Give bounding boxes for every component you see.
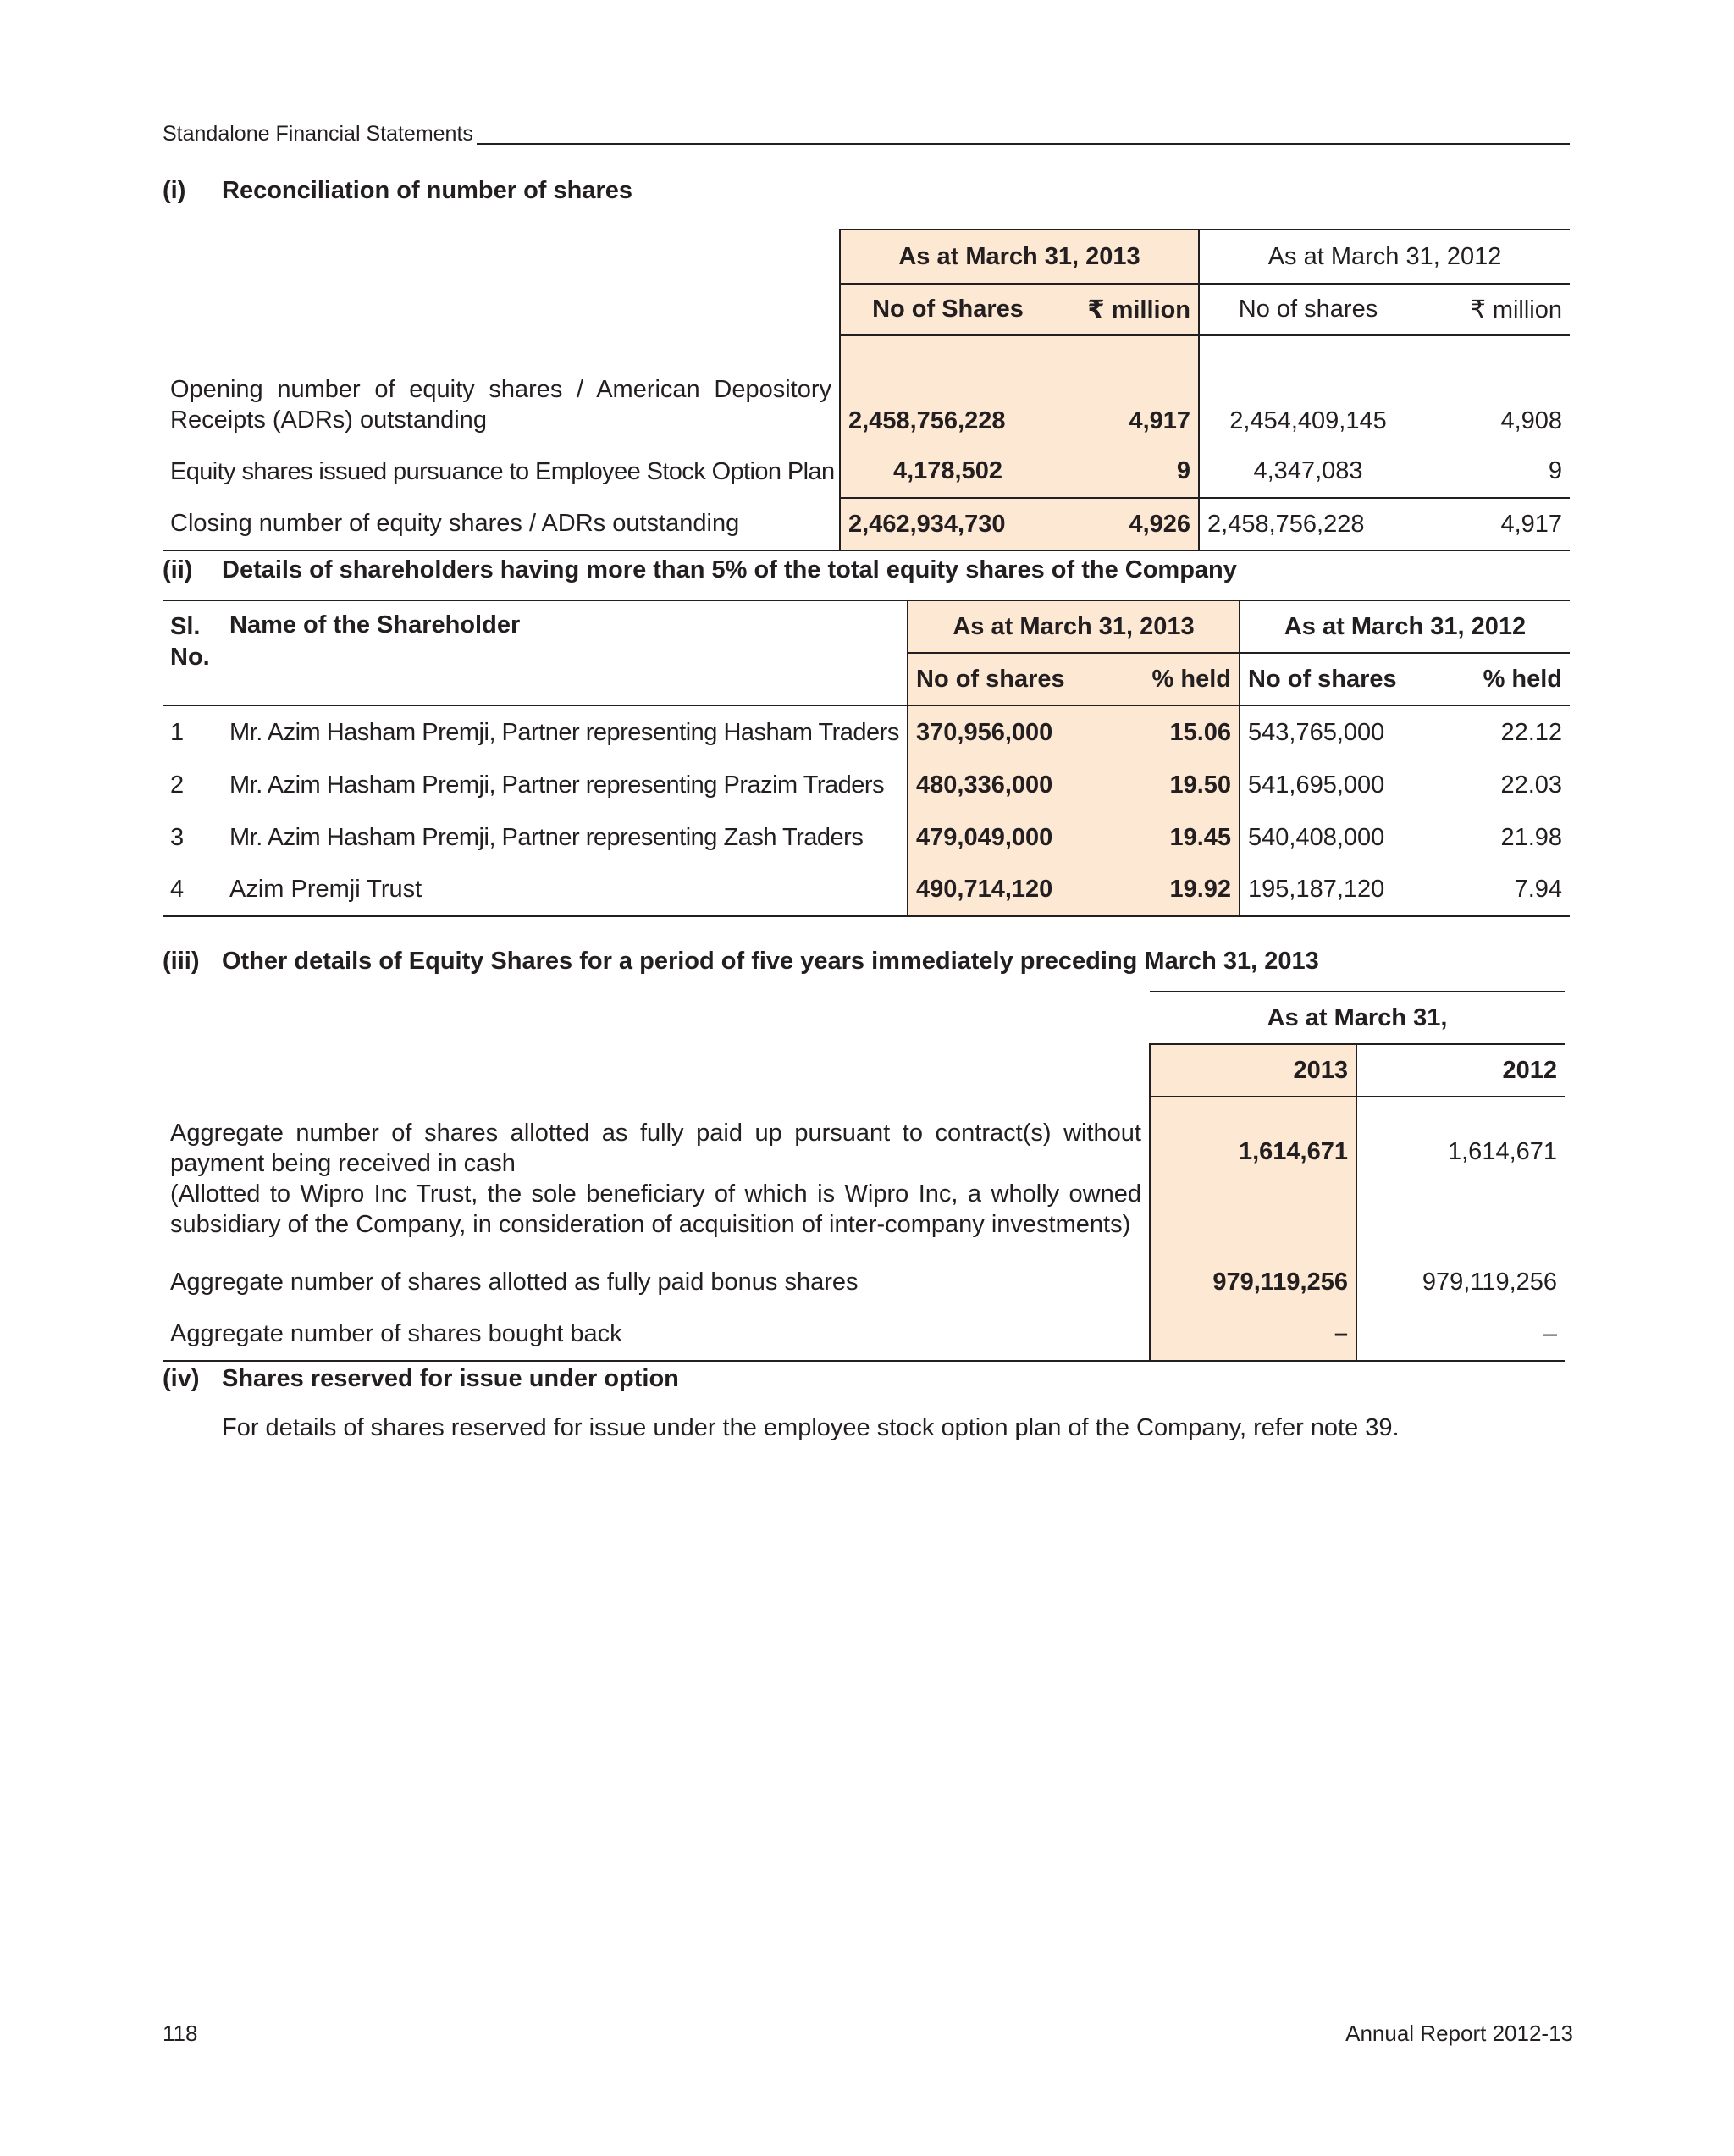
column-group: As at March 31, xyxy=(1150,992,1565,1044)
shareholder-name: Mr. Azim Hasham Premji, Partner representing Hasham Traders xyxy=(229,718,899,746)
cell-value: 4,908 xyxy=(1500,407,1563,434)
cell-value: 4,917 xyxy=(1416,498,1570,550)
empty-cell xyxy=(163,992,1150,1044)
page-number: 118 xyxy=(163,2021,198,2046)
header-title: Standalone Financial Statements xyxy=(163,121,477,146)
cell-value: 1,614,671 xyxy=(1448,1138,1558,1165)
cell-value: 15.06 xyxy=(1128,705,1240,759)
table-row xyxy=(163,705,1570,759)
table-row xyxy=(163,811,1570,864)
cell-value: 979,119,256 xyxy=(1422,1268,1558,1296)
cell-value: 19.45 xyxy=(1128,811,1240,864)
cell-value: 9 xyxy=(1055,445,1199,498)
column-group-2013: As at March 31, 2013 xyxy=(908,600,1240,653)
column-header-2012: 2012 xyxy=(1356,1044,1565,1097)
shareholder-name: Azim Premji Trust xyxy=(222,864,908,916)
report-title: Annual Report 2012-13 xyxy=(1345,2021,1573,2046)
cell-value: 370,956,000 xyxy=(908,705,1128,759)
table-row xyxy=(163,1097,1565,1256)
cell-value: 7.94 xyxy=(1451,864,1570,916)
row-label: Opening number of equity shares / American Depository Receipts (ADRs) outstanding xyxy=(170,376,831,434)
row-number: 4 xyxy=(163,864,222,916)
column-header: ₹ million xyxy=(1055,284,1199,335)
section-heading: Details of shareholders having more than 5% of the total equity shares of the Company xyxy=(222,556,1237,583)
cell-value: 19.92 xyxy=(1128,864,1240,916)
cell-value: 22.12 xyxy=(1500,718,1563,746)
table-row xyxy=(163,498,1570,550)
equity-details-table xyxy=(163,991,1565,1362)
row-label: Aggregate number of shares allotted as fully paid bonus shares xyxy=(170,1268,859,1296)
page-header xyxy=(163,121,1570,146)
section-2-title xyxy=(163,555,1237,585)
row-label-main: Aggregate number of shares allotted as fully paid up pursuant to contract(s) without payment being received in cash xyxy=(170,1119,1141,1177)
cell-value: 21.98 xyxy=(1500,823,1563,851)
empty-cell xyxy=(163,284,840,335)
row-number: 3 xyxy=(170,823,185,851)
section-heading: Reconciliation of number of shares xyxy=(222,177,633,204)
table-subheader-row xyxy=(163,1044,1565,1097)
row-label: Equity shares issued pursuance to Employee Stock Option Plan xyxy=(170,457,835,485)
table-row xyxy=(163,335,1570,445)
cell-value: – xyxy=(1356,1308,1565,1361)
empty-cell xyxy=(163,1044,1150,1097)
column-header-name: Name of the Shareholder xyxy=(222,600,908,705)
cell-value: 479,049,000 xyxy=(908,811,1128,864)
column-header: No of shares xyxy=(1240,653,1451,705)
shares-reconciliation-table xyxy=(163,229,1570,551)
section-heading: Other details of Equity Shares for a period of five years immediately preceding March 31, 2013 xyxy=(222,948,1319,975)
section-4-title xyxy=(163,1363,679,1394)
column-header-sl: Sl. No. xyxy=(163,600,222,705)
cell-value: 9 xyxy=(1548,457,1563,484)
cell-value: 4,917 xyxy=(1055,335,1199,445)
section-number: (i) xyxy=(163,177,186,204)
column-group-2013: As at March 31, 2013 xyxy=(840,229,1199,284)
section-number: (ii) xyxy=(163,556,193,583)
column-group-2012: As at March 31, 2012 xyxy=(1240,600,1570,653)
row-number: 1 xyxy=(170,718,185,746)
cell-value: 2,462,934,730 xyxy=(840,498,1055,550)
row-label xyxy=(163,1097,1150,1256)
row-label: Closing number of equity shares / ADRs outstanding xyxy=(163,498,840,550)
table-header-row xyxy=(163,600,1570,653)
column-header: No of shares xyxy=(1199,284,1416,335)
row-label: Aggregate number of shares bought back xyxy=(163,1308,1150,1361)
column-header-2013: 2013 xyxy=(1150,1044,1356,1097)
column-header: % held xyxy=(1128,653,1240,705)
cell-value: 490,714,120 xyxy=(908,864,1128,916)
table-header-row xyxy=(163,992,1565,1044)
table-row xyxy=(163,864,1570,916)
column-group-2012: As at March 31, 2012 xyxy=(1199,229,1570,284)
column-header: % held xyxy=(1451,653,1570,705)
cell-value: 480,336,000 xyxy=(908,759,1128,811)
section-heading: Shares reserved for issue under option xyxy=(222,1365,679,1392)
cell-value: 541,695,000 xyxy=(1248,771,1385,799)
cell-value: 4,178,502 xyxy=(840,445,1055,498)
table-row xyxy=(163,445,1570,498)
column-header: No of Shares xyxy=(840,284,1055,335)
table-header-row xyxy=(163,229,1570,284)
section-1-title xyxy=(163,175,632,206)
table-row xyxy=(163,1308,1565,1361)
table-row xyxy=(163,1256,1565,1308)
column-header: No of shares xyxy=(908,653,1128,705)
cell-value: 979,119,256 xyxy=(1150,1256,1356,1308)
table-row xyxy=(163,759,1570,811)
cell-value: 2,458,756,228 xyxy=(1199,498,1416,550)
shareholder-name: Mr. Azim Hasham Premji, Partner representing Zash Traders xyxy=(229,823,864,851)
row-label-note: (Allotted to Wipro Inc Trust, the sole beneficiary of which is Wipro Inc, a wholly owned subsidiary of the Company, in consideration of acquisition of inter-company investments) xyxy=(170,1180,1141,1238)
cell-value: 2,458,756,228 xyxy=(840,335,1055,445)
table-subheader-row xyxy=(163,284,1570,335)
cell-value: – xyxy=(1150,1308,1356,1361)
empty-cell xyxy=(163,229,840,284)
shareholder-name: Mr. Azim Hasham Premji, Partner representing Prazim Traders xyxy=(229,771,885,799)
section-number: (iv) xyxy=(163,1365,200,1392)
cell-value: 4,347,083 xyxy=(1253,457,1363,484)
cell-value: 195,187,120 xyxy=(1240,864,1451,916)
cell-value: 1,614,671 xyxy=(1150,1097,1356,1256)
cell-value: 2,454,409,145 xyxy=(1229,407,1387,434)
cell-value: 19.50 xyxy=(1128,759,1240,811)
section-number: (iii) xyxy=(163,948,200,975)
cell-value: 4,926 xyxy=(1055,498,1199,550)
row-number: 2 xyxy=(170,771,185,799)
cell-value: 540,408,000 xyxy=(1248,823,1385,851)
shareholders-table xyxy=(163,600,1570,917)
section-4-text: For details of shares reserved for issue under the employee stock option plan of the Company, refer note 39. xyxy=(222,1414,1400,1441)
section-3-title xyxy=(163,946,1319,976)
cell-value: 543,765,000 xyxy=(1248,718,1385,746)
column-header: ₹ million xyxy=(1416,284,1570,335)
cell-value: 22.03 xyxy=(1500,771,1563,799)
